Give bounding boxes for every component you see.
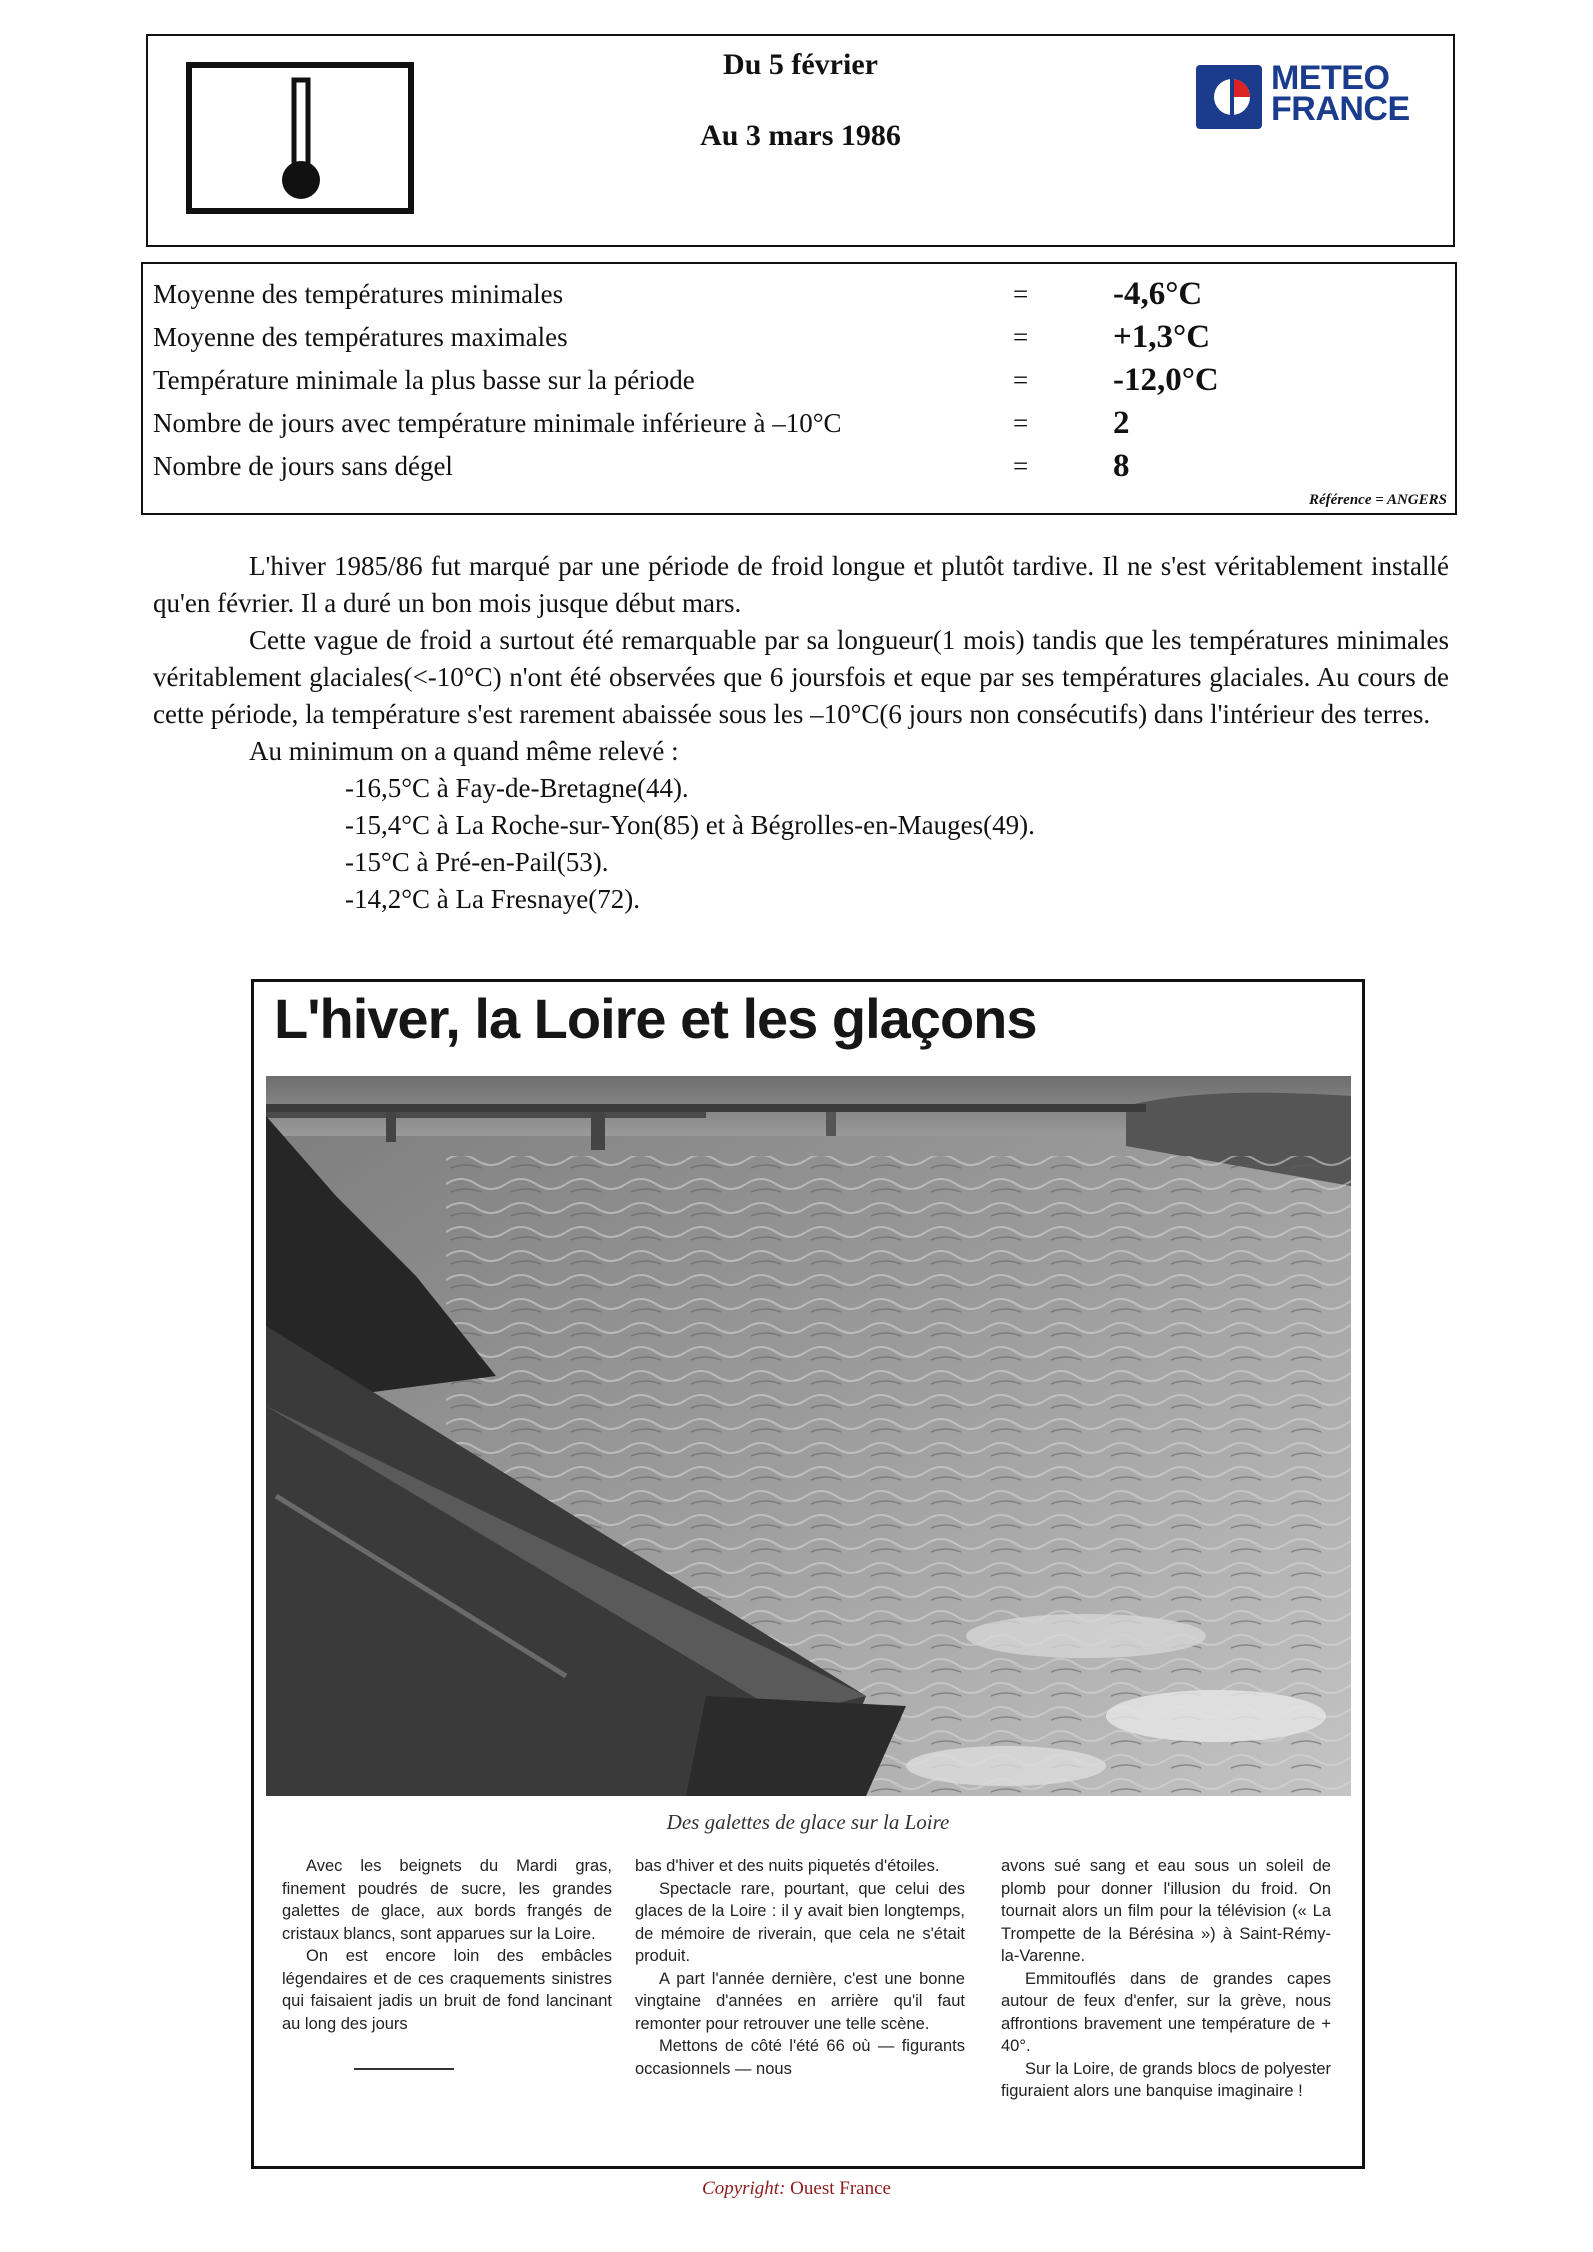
column-divider: [354, 2068, 454, 2070]
stat-label: Nombre de jours avec température minimale inférieure à –10°C: [153, 408, 842, 438]
article-paragraph: Emmitouflés dans de grandes capes autour de feux d'enfer, sur la grève, nous affrontions bravement une température de + 40°.: [1001, 1969, 1331, 2055]
stat-label: Nombre de jours sans dégel: [153, 451, 453, 481]
article-paragraph: On est encore loin des embâcles légendaires et de ces craquements sinistres qui faisaient jadis un bruit de fond lancinant au long des jours: [282, 1947, 612, 2033]
header-box: [146, 34, 1455, 247]
stat-label: Température minimale la plus basse sur la période: [153, 365, 695, 395]
newspaper-clipping: [251, 979, 1365, 2169]
article-paragraph: A part l'année dernière, c'est une bonne vingtaine d'années en arrière qu'il faut remonter pour retrouver une telle scène.: [635, 1969, 965, 2033]
stat-label: Moyenne des températures maximales: [153, 322, 568, 352]
paragraph: Cette vague de froid a surtout été remarquable par sa longueur(1 mois) tandis que les températures minimales véritablement glaciales(<-10°C) n'ont été observées que 6 joursfois et eque par ses températures glaciales. Au cours de cette période, la température s'est rarement abaissée sous les –10°C(6 jours non consécutifs) dans l'intérieur des terres.: [153, 625, 1449, 729]
stat-value: -4,6°C: [1113, 276, 1203, 312]
reference-note: Référence = ANGERS: [1309, 492, 1447, 508]
stat-equals: =: [1013, 322, 1029, 352]
body-text: [153, 548, 1449, 918]
stat-label: Moyenne des températures minimales: [153, 279, 564, 309]
article-paragraph: avons sué sang et eau sous un soleil de plomb pour donner l'illusion du froid. On tournait alors un film pour la télévision (« La Trompette de la Bérésina ») à Saint-Rémy-la-Varenne.: [1001, 1857, 1331, 1965]
stat-value: -12,0°C: [1113, 362, 1219, 398]
article-paragraph: Mettons de côté l'été 66 où — figurants occasionnels — nous: [635, 2037, 965, 2078]
stat-value: 8: [1113, 448, 1130, 484]
record-item: -16,5°C à Fay-de-Bretagne(44).: [345, 773, 689, 803]
article-paragraph: Sur la Loire, de grands blocs de polyester figuraient alors une banquise imaginaire !: [1001, 2059, 1331, 2100]
article-paragraph: bas d'hiver et des nuits piquetés d'étoiles.: [635, 1857, 940, 1875]
stat-value: 2: [1113, 405, 1130, 441]
copyright-label: Copyright:: [702, 2178, 786, 2199]
meteo-france-logo-text: METEO FRANCE: [1271, 59, 1410, 128]
stat-equals: =: [1013, 279, 1029, 309]
period-start: Du 5 février: [723, 48, 878, 81]
copyright-line: [0, 2178, 1593, 2200]
article-column: [282, 1855, 612, 2035]
photo-caption: Des galettes de glace sur la Loire: [666, 1810, 950, 1834]
clipping-headline: L'hiver, la Loire et les glaçons: [274, 987, 1037, 1050]
minimum-intro: Au minimum on a quand même relevé :: [249, 736, 679, 766]
meteo-france-logo-mark: [1194, 61, 1266, 133]
record-item: -15°C à Pré-en-Pail(53).: [345, 847, 609, 877]
stat-equals: =: [1013, 408, 1029, 438]
stat-value: +1,3°C: [1113, 319, 1211, 355]
loire-ice-photo: [266, 1076, 1351, 1796]
record-item: -15,4°C à La Roche-sur-Yon(85) et à Bégrolles-en-Mauges(49).: [345, 810, 1035, 840]
article-column: [1001, 1855, 1331, 2103]
period-end: Au 3 mars 1986: [700, 119, 901, 152]
article-column: [635, 1855, 965, 2080]
stats-box: [141, 262, 1457, 515]
article-paragraph: Avec les beignets du Mardi gras, finement poudrés de sucre, les grandes galettes de glace, aux bords frangés de cristaux blancs, sont apparues sur la Loire.: [282, 1857, 612, 1943]
stat-equals: =: [1013, 451, 1029, 481]
meteo-france-logo: [1194, 59, 1424, 134]
paragraph: L'hiver 1985/86 fut marqué par une période de froid longue et plutôt tardive. Il ne s'est véritablement installé qu'en février. Il a duré un bon mois jusque début mars.: [153, 551, 1449, 618]
article-paragraph: Spectacle rare, pourtant, que celui des glaces de la Loire : il y avait bien longtemps, de mémoire de riverain, que cela ne s'était produit.: [635, 1879, 965, 1965]
copyright-owner: Ouest France: [790, 2178, 891, 2199]
stat-equals: =: [1013, 365, 1029, 395]
record-item: -14,2°C à La Fresnaye(72).: [345, 884, 640, 914]
